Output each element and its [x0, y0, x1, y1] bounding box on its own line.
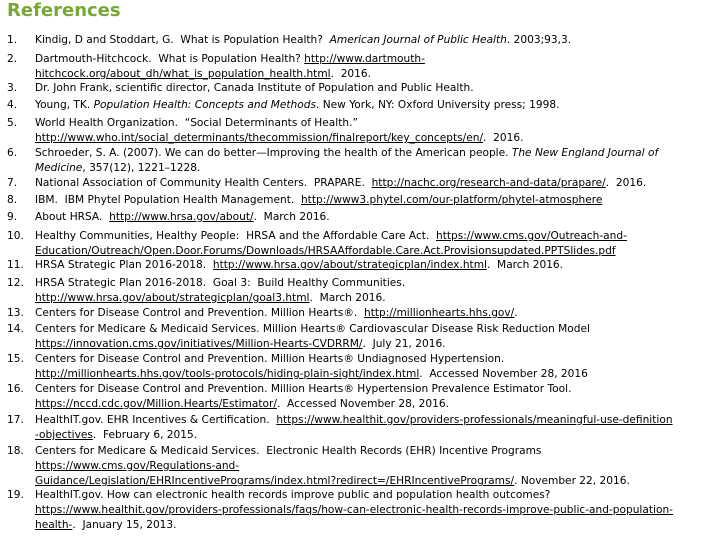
reference-segment: . March 2016.: [309, 292, 386, 304]
reference-line: [35, 33, 716, 48]
reference-segment: IBM. IBM Phytel Population Health Management.: [35, 194, 301, 206]
reference-segment: . February 6, 2015.: [92, 429, 198, 441]
reference-number: 15.: [7, 353, 24, 365]
reference-line: [35, 413, 716, 428]
reference-segment: . January 15, 2013.: [72, 519, 177, 531]
reference-line: [35, 488, 716, 503]
reference-segment: Centers for Disease Control and Prevention. Million Hearts® Hypertension Prevalence Estimator Tool.: [35, 383, 572, 395]
reference-line: [35, 322, 716, 337]
reference-line: [35, 176, 716, 191]
reference-item: [0, 258, 716, 273]
reference-item: [0, 98, 716, 113]
reference-link[interactable]: hitchcock.org/about_dh/what_is_population_health.html: [35, 68, 331, 80]
reference-number: 17.: [7, 414, 24, 426]
reference-line: [35, 337, 716, 352]
reference-item: [0, 176, 716, 191]
reference-segment: . Accessed November 28, 2016: [419, 368, 588, 380]
reference-line: [35, 444, 716, 459]
reference-text: [35, 413, 716, 443]
reference-number: 2.: [7, 53, 18, 65]
reference-text: [35, 276, 716, 306]
reference-number: 12.: [7, 277, 24, 289]
reference-line: [35, 98, 716, 113]
reference-text: [35, 176, 716, 191]
reference-segment: Kindig, D and Stoddart, G. What is Population Health?: [35, 34, 330, 46]
reference-text: [35, 488, 716, 533]
reference-link[interactable]: http://millionhearts.hhs.gov/: [364, 307, 515, 319]
reference-segment: Healthy Communities, Healthy People: HRSA and the Affordable Care Act.: [35, 230, 437, 242]
reference-item: [0, 306, 716, 321]
reference-line: [35, 67, 716, 82]
reference-number: 19.: [7, 489, 24, 501]
reference-title: American Journal of Public Health: [329, 34, 507, 46]
reference-segment: Schroeder, S. A. (2007). We can do better—Improving the health of the American people.: [35, 147, 512, 159]
reference-line: [35, 161, 716, 176]
reference-text: [35, 444, 716, 489]
reference-segment: . 2003;93,3.: [506, 34, 572, 46]
reference-link[interactable]: https://www.cms.gov/Outreach-and-: [436, 230, 627, 242]
reference-segment: HealthIT.gov. EHR Incentives & Certification.: [35, 414, 277, 426]
reference-text: [35, 33, 716, 48]
reference-number: 4.: [7, 99, 18, 111]
reference-number: 13.: [7, 307, 24, 319]
reference-link[interactable]: http://nachc.org/research-and-data/prapare/: [371, 177, 606, 189]
reference-segment: . Accessed November 28, 2016.: [276, 398, 449, 410]
reference-segment: Centers for Disease Control and Prevention. Million Hearts®.: [35, 307, 365, 319]
reference-text: [35, 306, 716, 321]
reference-line: [35, 367, 716, 382]
reference-segment: Young, TK.: [35, 99, 94, 111]
reference-text: [35, 193, 716, 208]
reference-link[interactable]: -objectives: [35, 429, 93, 441]
reference-link[interactable]: http://www.dartmouth-: [304, 53, 425, 65]
reference-number: 14.: [7, 323, 24, 335]
reference-item: [0, 276, 716, 306]
reference-item: [0, 229, 716, 259]
reference-segment: . 2016.: [330, 68, 372, 80]
reference-line: [35, 459, 716, 474]
reference-link[interactable]: http://www.hrsa.gov/about/strategicplan/index.html: [212, 259, 487, 271]
reference-line: [35, 52, 716, 67]
reference-title: The New England Journal of: [511, 147, 659, 159]
reference-line: [35, 131, 716, 146]
reference-line: [35, 382, 716, 397]
reference-segment: HealthIT.gov. How can electronic health records improve public and population health outcomes?: [35, 489, 551, 501]
reference-segment: .: [514, 307, 518, 319]
reference-line: [35, 397, 716, 412]
reference-segment: Dr. John Frank, scientific director, Canada Institute of Population and Public Health.: [35, 82, 474, 94]
reference-segment: HRSA Strategic Plan 2016-2018.: [35, 259, 213, 271]
reference-link[interactable]: health-: [35, 519, 73, 531]
reference-item: [0, 81, 716, 96]
reference-line: [35, 193, 716, 208]
reference-link[interactable]: Guidance/Legislation/EHRIncentivePrograms/index.html?redirect=/EHRIncentivePrograms/: [35, 475, 515, 487]
reference-text: [35, 352, 716, 382]
reference-link[interactable]: https://www.healthit.gov/providers-professionals/faqs/how-can-electronic-health-records-improve-public-and-population-: [35, 504, 673, 516]
reference-line: [35, 474, 716, 489]
reference-segment: Dartmouth-Hitchcock. What is Population Health?: [35, 53, 305, 65]
reference-text: [35, 229, 716, 259]
reference-line: [35, 291, 716, 306]
reference-segment: National Association of Community Health Centers. PRAPARE.: [35, 177, 372, 189]
reference-item: [0, 210, 716, 225]
reference-segment: . 2016.: [605, 177, 647, 189]
reference-link[interactable]: http://www3.phytel.com/our-platform/phytel-atmosphere: [300, 194, 603, 206]
reference-segment: Centers for Disease Control and Prevention. Million Hearts® Undiagnosed Hypertension.: [35, 353, 505, 365]
reference-line: [35, 276, 716, 291]
reference-item: [0, 193, 716, 208]
reference-segment: HRSA Strategic Plan 2016-2018. Goal 3: Build Healthy Communities.: [35, 277, 406, 289]
reference-title: Population Health: Concepts and Methods: [93, 99, 316, 111]
reference-title: Medicine: [35, 162, 83, 174]
reference-segment: , 357(12), 1221–1228.: [82, 162, 201, 174]
reference-item: [0, 382, 716, 412]
reference-text: [35, 258, 716, 273]
reference-segment: . March 2016.: [486, 259, 564, 271]
reference-link[interactable]: http://www.hrsa.gov/about/: [109, 211, 254, 223]
reference-segment: World Health Organization. “Social Determinants of Health.”: [35, 117, 358, 129]
reference-segment: Centers for Medicare & Medicaid Services. Electronic Health Records (EHR) Incentive Programs: [35, 445, 542, 457]
reference-line: [35, 352, 716, 367]
reference-number: 7.: [7, 177, 18, 189]
reference-item: [0, 33, 716, 48]
reference-text: [35, 98, 716, 113]
reference-line: [35, 306, 716, 321]
page-title: References: [7, 0, 121, 21]
reference-segment: . 2016.: [483, 132, 524, 144]
reference-number: 8.: [7, 194, 18, 206]
reference-item: [0, 444, 716, 489]
reference-line: [35, 503, 716, 518]
reference-link[interactable]: https://www.cms.gov/Regulations-and-: [35, 460, 240, 472]
reference-segment: . March 2016.: [253, 211, 330, 223]
reference-segment: About HRSA.: [35, 211, 110, 223]
reference-number: 11.: [7, 259, 24, 271]
reference-number: 5.: [7, 117, 18, 129]
reference-link[interactable]: https://www.healthit.gov/providers-professionals/meaningful-use-definition: [276, 414, 673, 426]
reference-number: 3.: [7, 82, 18, 94]
reference-segment: . July 21, 2016.: [362, 338, 446, 350]
reference-number: 1.: [7, 34, 18, 46]
reference-text: [35, 81, 716, 96]
reference-item: [0, 488, 716, 533]
reference-item: [0, 146, 716, 176]
reference-item: [0, 352, 716, 382]
reference-text: [35, 146, 716, 176]
reference-line: [35, 518, 716, 533]
reference-line: [35, 146, 716, 161]
reference-link[interactable]: https://innovation.cms.gov/initiatives/Million-Hearts-CVDRRM/: [35, 338, 363, 350]
reference-item: [0, 322, 716, 352]
reference-link[interactable]: http://www.who.int/social_determinants/thecommission/finalreport/key_concepts/en/: [35, 132, 484, 144]
reference-text: [35, 322, 716, 352]
reference-item: [0, 413, 716, 443]
reference-segment: . November 22, 2016.: [514, 475, 630, 487]
reference-link[interactable]: http://www.hrsa.gov/about/strategicplan/goal3.html: [35, 292, 310, 304]
reference-item: [0, 116, 716, 146]
reference-link[interactable]: http://millionhearts.hhs.gov/tools-protocols/hiding-plain-sight/index.html: [35, 368, 420, 380]
reference-number: 10.: [7, 230, 24, 242]
reference-text: [35, 52, 716, 82]
reference-text: [35, 116, 716, 146]
reference-segment: Centers for Medicare & Medicaid Services. Million Hearts® Cardiovascular Disease Risk Reduction Model: [35, 323, 590, 335]
reference-link[interactable]: Education/Outreach/Open.Door.Forums/Downloads/HRSAAffordable.Care.Act.Provisionsupdated.PPTSlides.pdf: [35, 245, 616, 257]
reference-line: [35, 428, 716, 443]
reference-line: [35, 116, 716, 131]
reference-segment: . New York, NY: Oxford University press; 1998.: [315, 99, 560, 111]
reference-line: [35, 244, 716, 259]
reference-number: 9.: [7, 211, 18, 223]
reference-text: [35, 210, 716, 225]
reference-line: [35, 258, 716, 273]
reference-number: 16.: [7, 383, 24, 395]
reference-item: [0, 52, 716, 82]
reference-link[interactable]: https://nccd.cdc.gov/Million.Hearts/Estimator/: [35, 398, 277, 410]
reference-number: 18.: [7, 445, 24, 457]
reference-line: [35, 229, 716, 244]
reference-line: [35, 210, 716, 225]
reference-text: [35, 382, 716, 412]
reference-number: 6.: [7, 147, 18, 159]
reference-line: [35, 81, 716, 96]
